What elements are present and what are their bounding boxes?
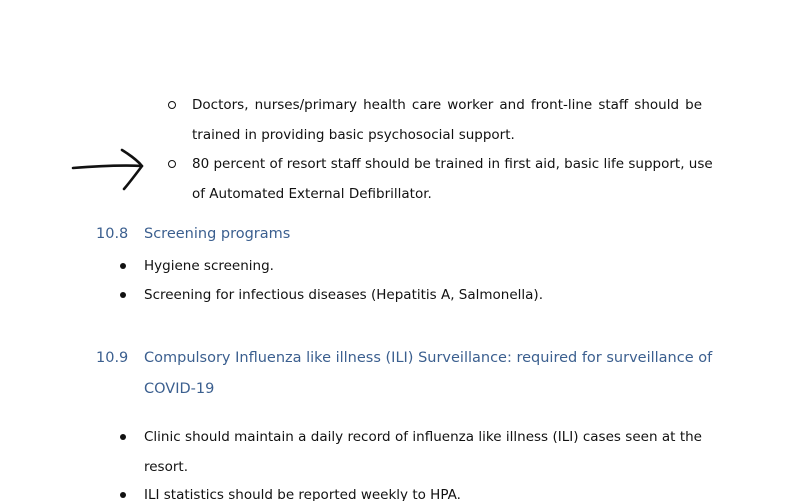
- subitem-psychosocial-line2: trained in providing basic psychosocial support.: [192, 127, 515, 143]
- bullet-infectious-screening: Screening for infectious diseases (Hepatitis A, Salmonella).: [144, 287, 543, 303]
- hollow-bullet-icon: [168, 101, 176, 109]
- subitem-first-aid-line2: of Automated External Defibrillator.: [192, 186, 432, 202]
- bullet-ili-record-line2: resort.: [144, 459, 188, 475]
- bullet-ili-statistics: ILI statistics should be reported weekly to HPA.: [144, 487, 461, 501]
- section-10-8-number: 10.8: [96, 226, 129, 242]
- bullet-icon: [120, 492, 126, 498]
- handwritten-arrow-icon: [68, 144, 150, 196]
- section-10-9-title-line2: COVID-19: [144, 381, 215, 397]
- bullet-icon: [120, 434, 126, 440]
- subitem-psychosocial-line1: Doctors, nurses/primary health care worker and front-line staff should be: [192, 97, 702, 113]
- bullet-icon: [120, 292, 126, 298]
- section-10-8-title: Screening programs: [144, 226, 291, 242]
- section-10-9-title-line1: Compulsory Influenza like illness (ILI) Surveillance: required for surveillance of: [144, 350, 713, 366]
- subitem-first-aid-line1: 80 percent of resort staff should be trained in first aid, basic life support, use: [192, 156, 713, 172]
- bullet-icon: [120, 263, 126, 269]
- bullet-hygiene-screening: Hygiene screening.: [144, 258, 274, 274]
- section-10-9-number: 10.9: [96, 350, 129, 366]
- hollow-bullet-icon: [168, 160, 176, 168]
- bullet-ili-record-line1: Clinic should maintain a daily record of influenza like illness (ILI) cases seen at the: [144, 429, 702, 445]
